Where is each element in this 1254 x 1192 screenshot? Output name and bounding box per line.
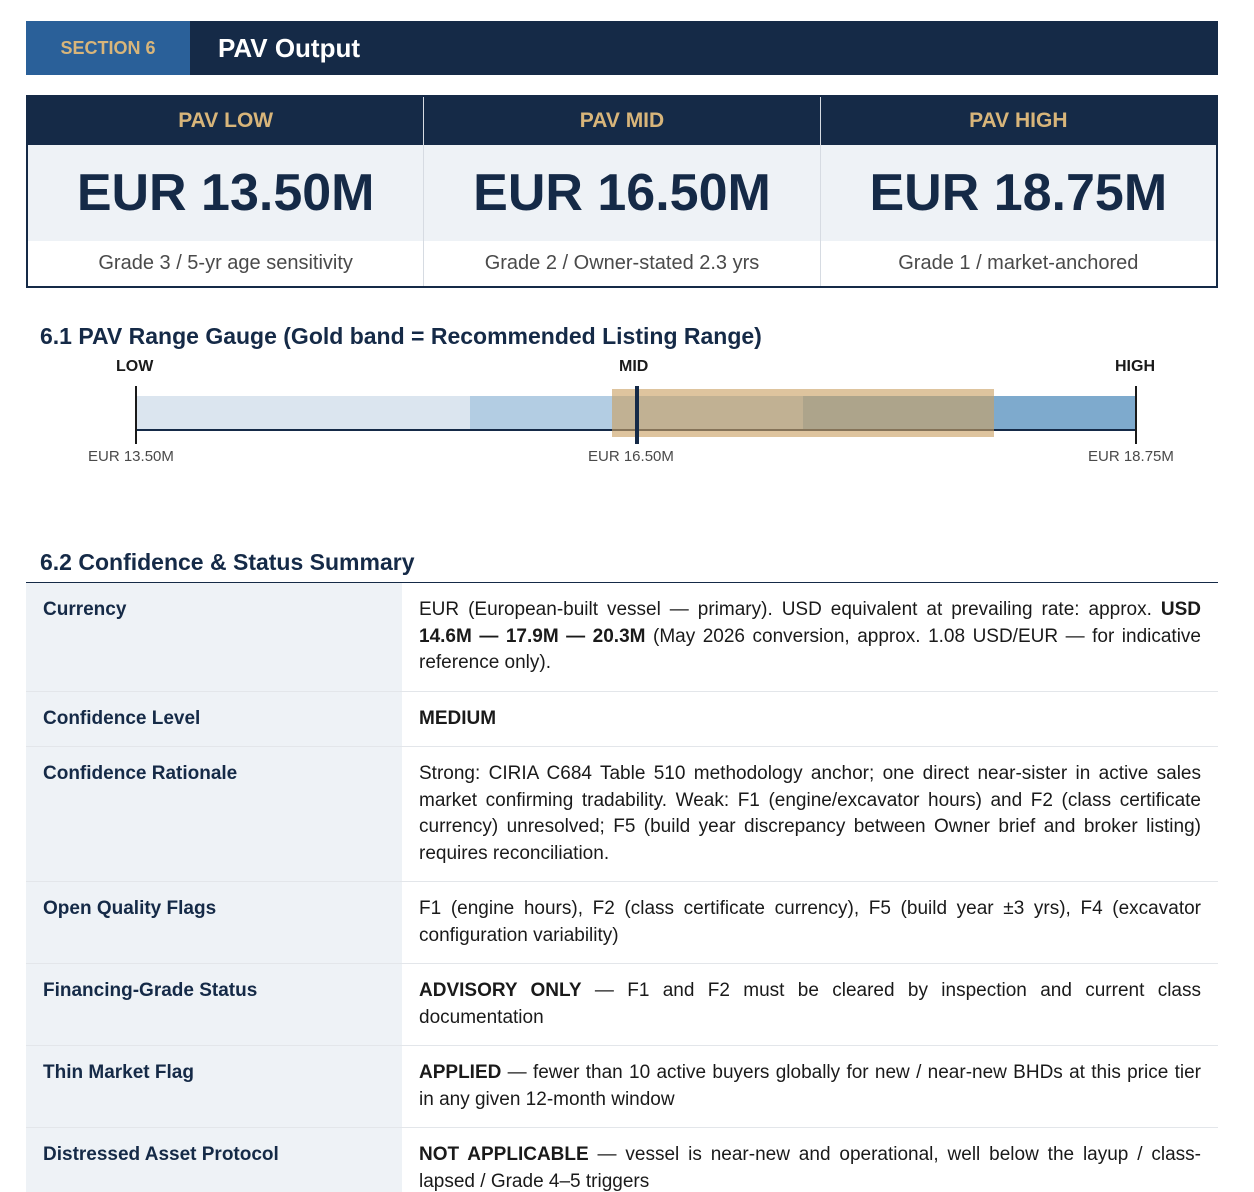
summary-table (26, 582, 1218, 1192)
gauge-mid-label: MID (619, 358, 649, 375)
summary-row-currency (26, 583, 1218, 692)
row-text-bold: APPLIED (419, 1062, 502, 1083)
row-text-bold: USD 14.6M — 17.9M — 20.3M (419, 599, 1201, 647)
gauge-mid-marker (635, 386, 639, 444)
row-label: Financing-Grade Status (26, 964, 402, 1045)
row-text: (May 2026 conversion, approx. 1.08 USD/EUR — for indicative reference only). (419, 625, 1201, 673)
pav-mid-heading: PAV MID (424, 97, 819, 145)
pav-mid-value: EUR 16.50M (424, 145, 819, 241)
pav-high-heading: PAV HIGH (821, 97, 1216, 145)
row-value (402, 1046, 1218, 1127)
summary-row-confidence-rationale (26, 747, 1218, 882)
pav-high-value: EUR 18.75M (821, 145, 1216, 241)
row-text: F1 (engine hours), F2 (class certificate currency), F5 (build year ±3 yrs), F4 (excavator configuration variability) (419, 898, 1201, 946)
pav-mid-note: Grade 2 / Owner-stated 2.3 yrs (424, 241, 819, 286)
summary-title: 6.2 Confidence & Status Summary (40, 549, 415, 575)
gauge-low-tick (135, 386, 137, 444)
row-text: — F1 and F2 must be cleared by inspection and current class documentation (419, 980, 1201, 1028)
summary-row-thin-market-flag (26, 1046, 1218, 1128)
summary-row-confidence-level (26, 692, 1218, 748)
gauge-low-value: EUR 13.50M (88, 448, 174, 465)
pav-high-column (821, 97, 1216, 286)
gauge-low-label: LOW (116, 358, 154, 375)
pav-table (26, 95, 1218, 288)
gauge-high-label: HIGH (1115, 358, 1155, 375)
row-value (402, 1128, 1218, 1192)
row-label: Distressed Asset Protocol (26, 1128, 402, 1192)
row-text: — vessel is near-new and operational, well below the layup / class-lapsed / Grade 4–5 triggers (419, 1144, 1201, 1192)
row-text: — fewer than 10 active buyers globally for new / near-new BHDs at this price tier in any given 12-month window (419, 1062, 1201, 1110)
row-value (402, 964, 1218, 1045)
row-value (402, 692, 1218, 747)
row-value (402, 882, 1218, 963)
row-label: Thin Market Flag (26, 1046, 402, 1127)
section-title: PAV Output (218, 32, 361, 63)
row-text-bold: MEDIUM (419, 707, 497, 729)
row-label: Confidence Rationale (26, 747, 402, 881)
row-label: Currency (26, 583, 402, 691)
pav-mid-column (424, 97, 820, 286)
pav-low-heading: PAV LOW (28, 97, 423, 145)
row-value (402, 583, 1218, 691)
gauge-high-value: EUR 18.75M (1088, 448, 1174, 465)
pav-low-value: EUR 13.50M (28, 145, 423, 241)
row-text-bold: ADVISORY ONLY (419, 980, 582, 1001)
gauge-segment-light (136, 396, 470, 430)
pav-low-column (28, 97, 424, 286)
row-text: Strong: CIRIA C684 Table 510 methodology anchor; one direct near-sister in active sales market confirming tradability. Weak: F1 (engine/excavator hours) and F2 (class certificate currency) unresolved; F5 (build year discrepancy between Owner brief and broker listing) requires reconciliation. (419, 763, 1201, 864)
pav-high-note: Grade 1 / market-anchored (821, 241, 1216, 286)
summary-row-open-quality-flags (26, 882, 1218, 964)
row-label: Open Quality Flags (26, 882, 402, 963)
summary-row-distressed-asset-protocol (26, 1128, 1218, 1192)
row-text-bold: NOT APPLICABLE (419, 1144, 589, 1165)
section-header (26, 21, 1218, 75)
gauge-title: 6.1 PAV Range Gauge (Gold band = Recommended Listing Range) (40, 323, 762, 349)
summary-row-financing-grade-status (26, 964, 1218, 1046)
recommended-listing-band (612, 389, 994, 437)
gauge-high-tick (1135, 386, 1137, 444)
pav-low-note: Grade 3 / 5-yr age sensitivity (28, 241, 423, 286)
row-text: EUR (European-built vessel — primary). USD equivalent at prevailing rate: approx. (419, 599, 1161, 620)
row-value (402, 747, 1218, 881)
gauge-mid-value: EUR 16.50M (588, 448, 674, 465)
row-label: Confidence Level (26, 692, 402, 747)
section-tag: SECTION 6 (26, 21, 190, 75)
